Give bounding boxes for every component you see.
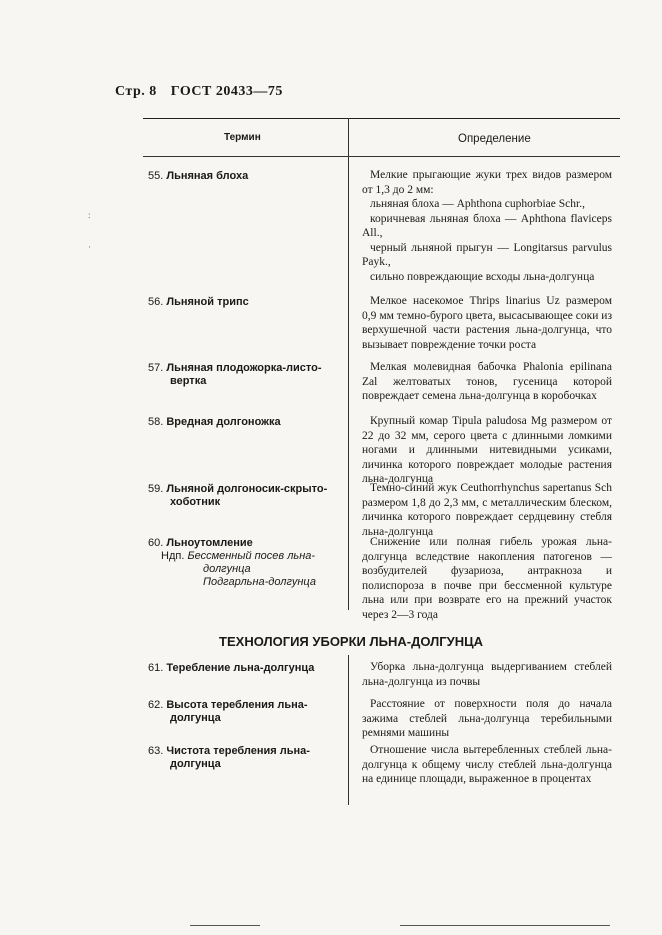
definition-line: Мелкие прыгающие жуки трех видов размером от 1,3 до 2 мм: [362,169,612,196]
ndp-label: Ндп. [161,550,185,562]
definition-line: сильно повреждающие всходы льна-долгунца [370,270,595,283]
term-61 [148,662,343,675]
term-text: Льняная блоха [166,170,249,182]
definition-line: Мелкая молевидная бабочка Phalonia epilinana Zal желтоватых тонов, гусеница которой повреждает семена льна-долгунца в коробочках [362,361,612,402]
ndp-term: Бессменный посев льна- [187,550,316,562]
ndp-term-alt: Подгарльна-долгунца [203,576,316,588]
definition-line: Расстояние от поверхности поля до начала зажима стеблей льна-долгунца теребильными ремнями машины [362,698,612,739]
footer-rule [400,925,610,926]
definition-line: Мелкое насекомое Thrips linarius Uz размером 0,9 мм темно-бурого цвета, высасывающее соки из верхушечной части растения льна-долгунца, что вызывает повреждение точки роста [362,295,612,351]
definition-57 [362,360,612,404]
term-text-cont: вертка [170,375,207,387]
table-head-rule [143,156,620,157]
term-63 [148,745,343,771]
non-recommended-term [148,550,343,563]
definition-61 [362,660,612,689]
term-number: 62. [148,699,164,711]
term-number: 63. [148,745,164,757]
column-divider-bottom [348,655,349,805]
term-59 [148,483,343,509]
term-text-cont: долгунца [170,712,221,724]
definition-58 [362,414,612,487]
term-57 [148,362,343,388]
page-number: Стр. 8 [115,84,157,99]
ndp-term-cont: долгунца [203,563,251,575]
definition-line: Темно-синий жук Ceuthorrhynchus sapertanus Sch размером 1,8 до 2,3 мм, с металлическим блеском, личинка которого повреждает сердцевину стебля льна-долгунца [362,482,612,538]
definition-line: Крупный комар Tipula paludosa Mg размером от 22 до 32 мм, серого цвета с длинными ломкими ногами и длинными нитевидными усиками, личинка которого повреждает молодые растения льна-долгунца [362,415,612,485]
term-text: Льняной долгоносик-скрыто- [166,483,328,495]
document-code: ГОСТ 20433—75 [170,84,283,99]
term-text: Вредная долгоножка [166,416,281,428]
definition-line: Снижение или полная гибель урожая льна-долгунца вследствие накопления патогенов — возбудителей фузариоза, антракноза и полиспороза в почве при бессменной культуре льна или при возврате его на прежний участок через 2—3 года [362,536,612,621]
term-56 [148,296,343,309]
definition-line: коричневая льняная блоха — Aphthona flaviceps All., [362,212,612,239]
term-text-cont: долгунца [170,758,221,770]
term-text: Высота теребления льна- [166,699,308,711]
term-number: 55. [148,170,164,182]
term-text: Чистота теребления льна- [166,745,310,757]
definition-56 [362,294,612,352]
definition-line: черный льняной прыгун — Longitarsus parvulus Payk., [362,241,612,268]
table-top-rule [143,118,620,119]
footer-rule [190,925,260,926]
definition-line: Уборка льна-долгунца выдергиванием стеблей льна-долгунца из почвы [362,661,612,688]
term-number: 58. [148,416,164,428]
term-58 [148,416,343,429]
definition-line: льняная блоха — Aphthona cuphorbiae Schr., [370,198,585,210]
term-text: Льняная плодожорка-листо- [166,362,322,374]
section-title: ТЕХНОЛОГИЯ УБОРКИ ЛЬНА-ДОЛГУНЦА [219,634,483,649]
term-55 [148,170,343,183]
term-number: 60. [148,537,164,549]
term-text: Льноутомление [166,537,253,549]
term-number: 57. [148,362,164,374]
term-text: Льняной трипс [166,296,249,308]
column-head-definition: Определение [458,133,531,145]
term-number: 61. [148,662,164,674]
definition-63 [362,743,612,787]
column-divider-top [348,118,349,610]
term-text-cont: хоботник [170,496,221,508]
definition-55 [362,168,612,284]
term-number: 56. [148,296,164,308]
column-head-terms: Термин [224,132,261,143]
page-header [115,84,283,100]
term-number: 59. [148,483,164,495]
term-60 [148,537,343,589]
term-text: Теребление льна-долгунца [166,662,315,674]
definition-60 [362,535,612,622]
definition-59 [362,481,612,539]
margin-mark: : [88,210,91,220]
term-62 [148,699,343,725]
definition-line: Отношение числа вытеребленных стеблей льна-долгунца к общему числу стеблей льна-долгунца на единице площади, выраженное в процентах [362,744,612,785]
margin-mark: · [88,242,91,252]
definition-62 [362,697,612,741]
